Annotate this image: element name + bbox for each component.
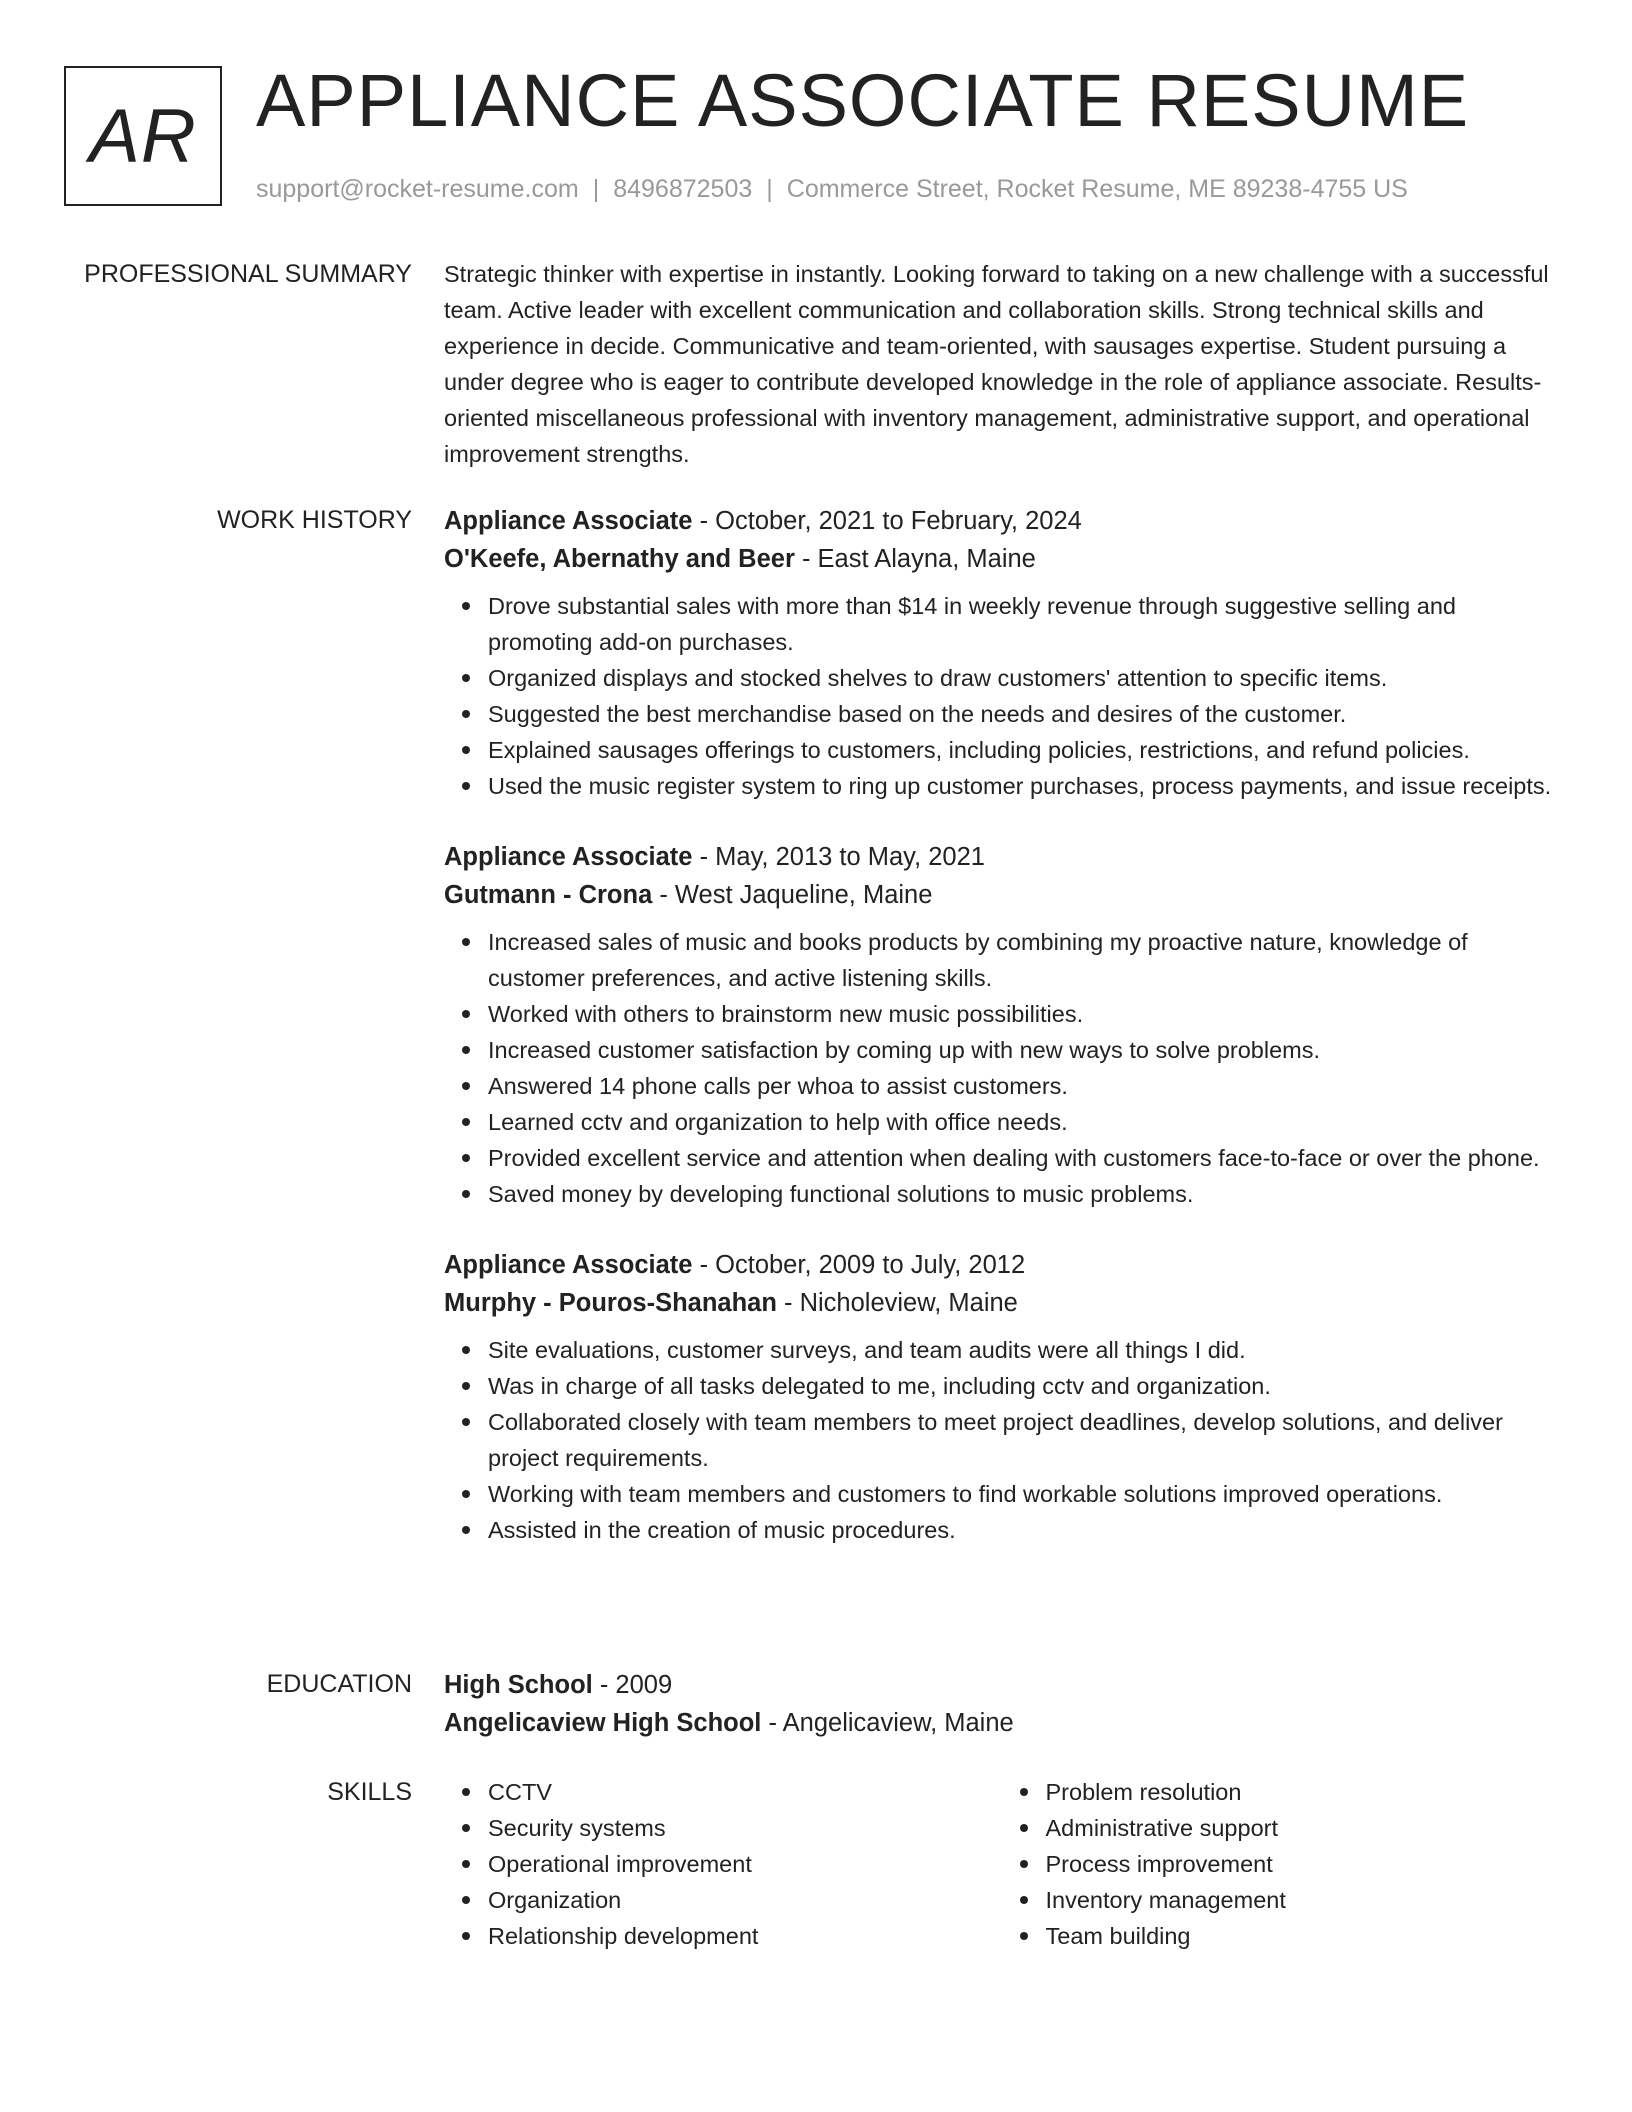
job-entry xyxy=(444,1246,1559,1548)
contact-phone: 8496872503 xyxy=(613,175,753,203)
job-bullets xyxy=(444,588,1559,804)
job-location: - Nicholeview, Maine xyxy=(776,1289,1018,1317)
education-heading: EDUCATION xyxy=(266,1670,412,1698)
work-history-body xyxy=(444,502,1559,1582)
monogram-logo: AR xyxy=(64,66,222,206)
job-location: - East Alayna, Maine xyxy=(794,545,1036,573)
list-item: Suggested the best merchandise based on the needs and desires of the customer. xyxy=(488,696,1559,732)
education-year: - 2009 xyxy=(592,1671,673,1699)
list-item: Provided excellent service and attention when dealing with customers face-to-face or over the phone. xyxy=(488,1140,1559,1176)
list-item: Explained sausages offerings to customers, including policies, restrictions, and refund policies. xyxy=(488,732,1559,768)
skill-item: CCTV xyxy=(488,1774,1002,1810)
skill-item: Team building xyxy=(1046,1918,1560,1954)
list-item: Working with team members and customers to find workable solutions improved operations. xyxy=(488,1476,1559,1512)
job-dates: - October, 2021 to February, 2024 xyxy=(692,507,1082,535)
contact-address: Commerce Street, Rocket Resume, ME 89238-4755 US xyxy=(786,175,1408,203)
skills-body xyxy=(444,1774,1559,1954)
summary-text: Strategic thinker with expertise in instantly. Looking forward to taking on a new challenge with a successful team. Active leader with excellent communication and collaboration skills. Strong technical skills and experience in decide. Communicative and team-oriented, with sausages expertise. Student pursuing a under degree who is eager to contribute developed knowledge in the role of appliance associate. Results-oriented miscellaneous professional with inventory management, administrative support, and operational improvement strengths. xyxy=(444,261,1549,467)
job-title-line xyxy=(444,1246,1559,1284)
list-item: Learned cctv and organization to help with office needs. xyxy=(488,1104,1559,1140)
list-item: Increased sales of music and books products by combining my proactive nature, knowledge of customer preferences, and active listening skills. xyxy=(488,924,1559,996)
list-item: Used the music register system to ring up customer purchases, process payments, and issue receipts. xyxy=(488,768,1559,804)
list-item: Drove substantial sales with more than $14 in weekly revenue through suggestive selling and promoting add-on purchases. xyxy=(488,588,1559,660)
list-item: Increased customer satisfaction by coming up with new ways to solve problems. xyxy=(488,1032,1559,1068)
skills-heading: SKILLS xyxy=(327,1778,412,1806)
skills-list-left xyxy=(444,1774,1002,1954)
skills-columns xyxy=(444,1774,1559,1954)
education-body xyxy=(444,1666,1559,1742)
job-title: Appliance Associate xyxy=(444,507,693,535)
list-item: Organized displays and stocked shelves to draw customers' attention to specific items. xyxy=(488,660,1559,696)
job-bullets xyxy=(444,1332,1559,1548)
skill-item: Administrative support xyxy=(1046,1810,1560,1846)
skill-item: Organization xyxy=(488,1882,1002,1918)
education-school-line xyxy=(444,1704,1559,1742)
list-item: Site evaluations, customer surveys, and team audits were all things I did. xyxy=(488,1332,1559,1368)
job-entry xyxy=(444,502,1559,804)
work-history-heading: WORK HISTORY xyxy=(217,506,412,534)
skill-item: Security systems xyxy=(488,1810,1002,1846)
job-entry xyxy=(444,838,1559,1212)
contact-separator: | xyxy=(592,175,600,203)
job-dates: - May, 2013 to May, 2021 xyxy=(692,843,985,871)
education-degree: High School xyxy=(444,1671,593,1699)
job-title: Appliance Associate xyxy=(444,1251,693,1279)
skill-item: Process improvement xyxy=(1046,1846,1560,1882)
skill-item: Problem resolution xyxy=(1046,1774,1560,1810)
job-title: Appliance Associate xyxy=(444,843,693,871)
job-company-line xyxy=(444,1284,1559,1322)
list-item: Assisted in the creation of music procedures. xyxy=(488,1512,1559,1548)
job-location: - West Jaqueline, Maine xyxy=(652,881,933,909)
job-company: O'Keefe, Abernathy and Beer xyxy=(444,545,795,573)
skill-item: Operational improvement xyxy=(488,1846,1002,1882)
contact-separator: | xyxy=(766,175,773,203)
job-company: Murphy - Pouros-Shanahan xyxy=(444,1289,777,1317)
job-title-line xyxy=(444,838,1559,876)
list-item: Collaborated closely with team members to meet project deadlines, develop solutions, and deliver project requirements. xyxy=(488,1404,1559,1476)
skills-list-right xyxy=(1002,1774,1560,1954)
education-degree-line xyxy=(444,1666,1559,1704)
contact-line xyxy=(256,172,1408,206)
list-item: Saved money by developing functional solutions to music problems. xyxy=(488,1176,1559,1212)
list-item: Was in charge of all tasks delegated to me, including cctv and organization. xyxy=(488,1368,1559,1404)
contact-email: support@rocket-resume.com xyxy=(256,175,579,203)
education-location: - Angelicaview, Maine xyxy=(761,1709,1014,1737)
skill-item: Inventory management xyxy=(1046,1882,1560,1918)
job-dates: - October, 2009 to July, 2012 xyxy=(692,1251,1026,1279)
job-title-line xyxy=(444,502,1559,540)
list-item: Worked with others to brainstorm new music possibilities. xyxy=(488,996,1559,1032)
job-bullets xyxy=(444,924,1559,1212)
skill-item: Relationship development xyxy=(488,1918,1002,1954)
job-company-line xyxy=(444,876,1559,914)
summary-heading: PROFESSIONAL SUMMARY xyxy=(84,260,412,288)
summary-body xyxy=(444,256,1559,472)
list-item: Answered 14 phone calls per whoa to assist customers. xyxy=(488,1068,1559,1104)
job-company-line xyxy=(444,540,1559,578)
job-company: Gutmann - Crona xyxy=(444,881,653,909)
page-title: APPLIANCE ASSOCIATE RESUME xyxy=(256,59,1470,142)
education-school: Angelicaview High School xyxy=(444,1709,762,1737)
